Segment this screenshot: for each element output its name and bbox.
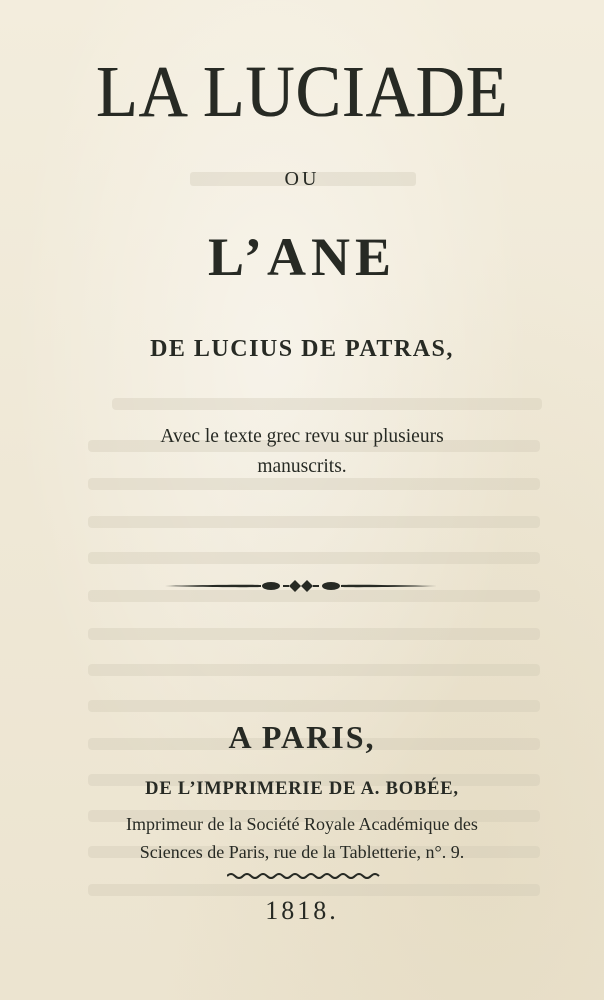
printer-info-line-2: Sciences de Paris, rue de la Tabletterie, n°. 9. — [139, 842, 465, 862]
book-title: LA LUCIADE — [95, 49, 509, 133]
book-subtitle: L’ANE — [207, 227, 397, 287]
imprint-printer: DE L’IMPRIMERIE DE A. BOBÉE, — [145, 779, 459, 799]
note-line-2: manuscrits. — [257, 456, 347, 477]
note-line-1: Avec le texte grec revu sur plusieurs — [160, 426, 444, 447]
wavy-rule — [227, 871, 381, 881]
author-line: DE LUCIUS DE PATRAS, — [150, 336, 454, 362]
printer-info-line-1: Imprimeur de la Société Royale Académique des — [126, 814, 478, 834]
title-conjunction: OU — [284, 168, 320, 190]
ornamental-rule — [165, 576, 437, 596]
publication-year: 1818. — [265, 896, 339, 925]
imprint-place: A PARIS, — [228, 719, 376, 755]
